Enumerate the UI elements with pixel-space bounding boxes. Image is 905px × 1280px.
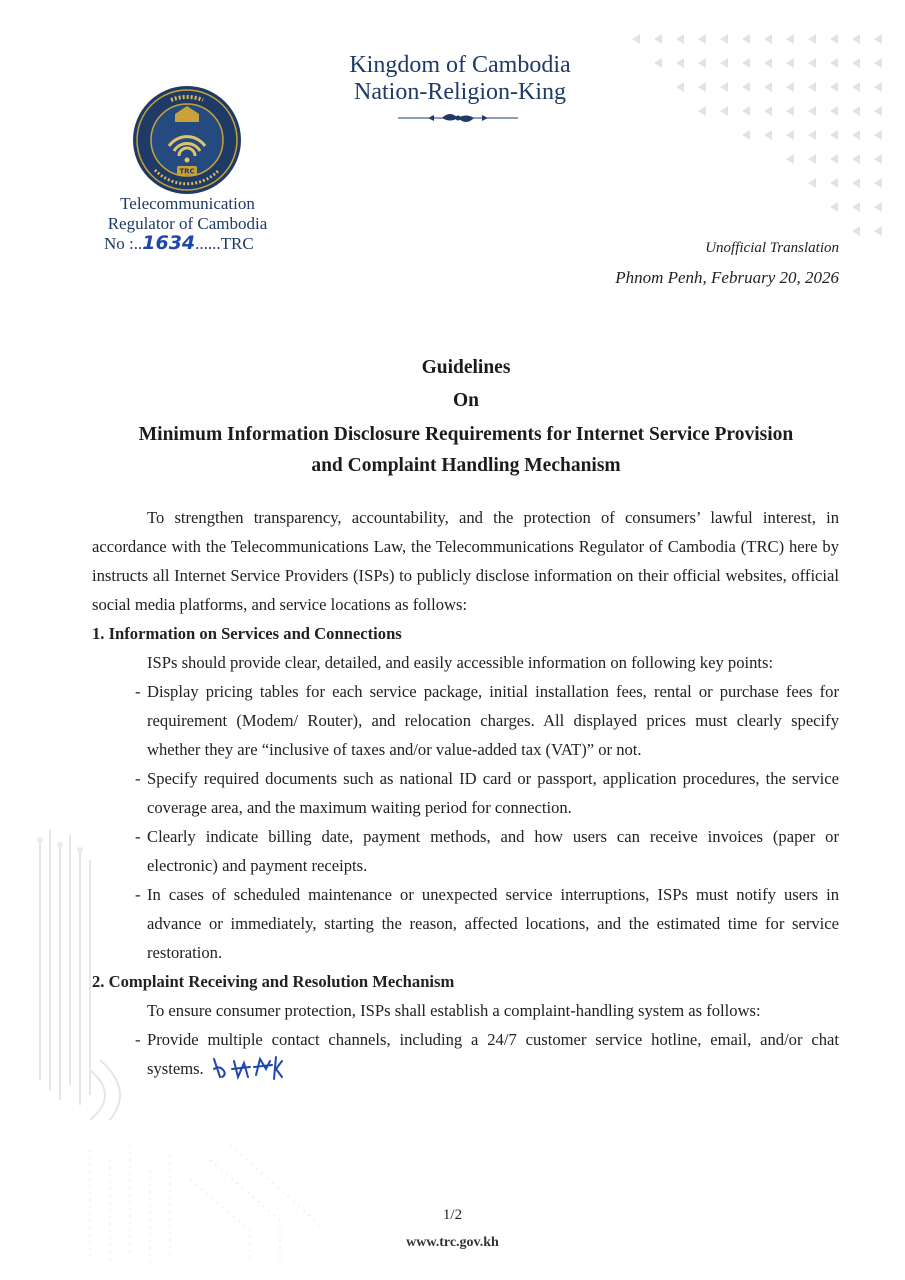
document-number: [104, 232, 254, 254]
website-url: www.trc.gov.kh: [406, 1235, 499, 1250]
motto-line: Nation-Religion-King: [354, 79, 566, 105]
handwritten-number: 1634: [142, 232, 196, 254]
list-item-text: In cases of scheduled maintenance or unexpected service interruptions, ISPs must notify users in advance or immediately, starting the reason, affected locations, and the estimated time for service restoration.: [147, 885, 839, 962]
title-guidelines: Guidelines: [421, 357, 511, 378]
list-item: [92, 822, 839, 880]
kingdom-line: Kingdom of Cambodia: [349, 52, 571, 78]
org-name-line: Telecommunication: [120, 194, 255, 213]
handwritten-initials-signature: [210, 1055, 284, 1081]
title-on: On: [452, 390, 479, 411]
title-subject-line1: Minimum Information Disclosure Requirements for Internet Service Provision: [138, 424, 794, 445]
bullet-marker: -: [135, 827, 141, 846]
organization-name: [90, 194, 285, 234]
intro-paragraph: To strengthen transparency, accountability, and the protection of consumers’ lawful interest, in accordance with the Telecommunications Law, the Telecommunications Regulator of Cambodia (TRC) here by instructs all Internet Service Providers (ISPs) to publicly disclose information on their official websites, official social media platforms, and service locations as follows:: [92, 508, 839, 614]
section-heading: 1. Information on Services and Connections: [92, 624, 402, 643]
kingdom-header: [300, 52, 620, 106]
ornament-divider-icon: [398, 110, 518, 126]
section-heading: 2. Complaint Receiving and Resolution Mechanism: [92, 972, 455, 991]
list-item-text: Clearly indicate billing date, payment methods, and how users can receive invoices (paper or electronic) and payment receipts.: [147, 827, 839, 875]
number-suffix: ......TRC: [195, 234, 254, 253]
page-number: 1/2: [442, 1207, 463, 1223]
decorative-arrow-pattern: [600, 20, 900, 260]
bullet-list: [92, 1025, 839, 1083]
list-item-text: Provide multiple contact channels, including a 24/7 customer service hotline, email, and/or chat systems.: [147, 1030, 839, 1078]
section-lead: ISPs should provide clear, detailed, and easily accessible information on following key points:: [147, 653, 774, 672]
bullet-list: [92, 677, 839, 967]
list-item: [92, 880, 839, 967]
list-item-text: Specify required documents such as national ID card or passport, application procedures, the service coverage area, and the maximum waiting period for connection.: [147, 769, 839, 817]
number-prefix: No :..: [104, 234, 143, 253]
org-name-line: Regulator of Cambodia: [107, 214, 268, 233]
trc-seal-logo: [131, 84, 243, 196]
list-item: [92, 1025, 839, 1083]
title-subject-line2: and Complaint Handling Mechanism: [311, 455, 621, 476]
bullet-marker: -: [135, 682, 141, 701]
place-and-date: Phnom Penh, February 20, 2026: [615, 268, 839, 287]
list-item: [92, 677, 839, 764]
list-item-text: Display pricing tables for each service package, initial installation fees, rental or purchase fees for requirement (Modem/ Router), and relocation charges. All displayed prices must clearly specify whether they are “inclusive of taxes and/or value-added tax (VAT)” or not.: [147, 682, 839, 759]
unofficial-translation-note: Unofficial Translation: [705, 240, 839, 256]
seal-text: TRC: [179, 167, 195, 176]
bullet-marker: -: [135, 769, 141, 788]
bullet-marker: -: [135, 885, 141, 904]
list-item: [92, 764, 839, 822]
document-body: [92, 503, 839, 1083]
bullet-marker: -: [135, 1030, 141, 1049]
section-lead: To ensure consumer protection, ISPs shall establish a complaint-handling system as follows:: [147, 1001, 761, 1020]
